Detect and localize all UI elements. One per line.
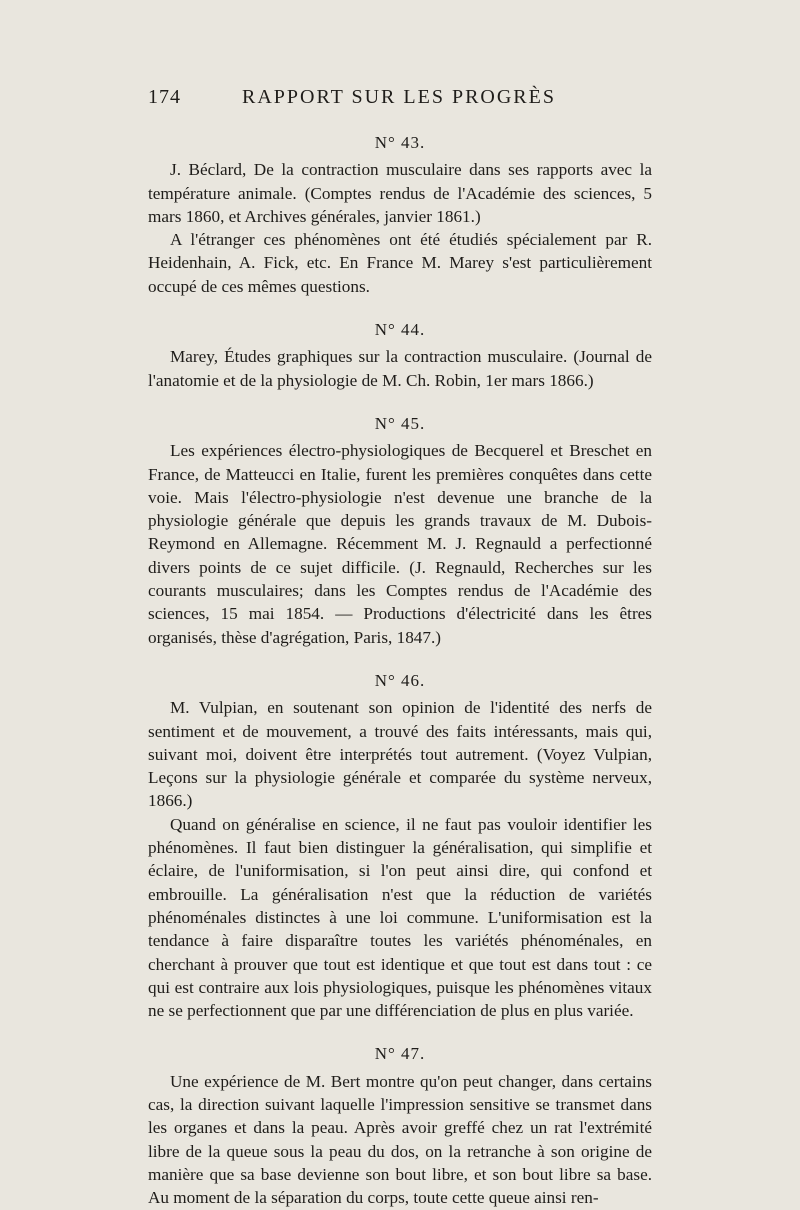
page-header [148, 86, 650, 116]
page-content [148, 125, 652, 1209]
section-number: N° 43. [374, 133, 426, 152]
paragraph: A l'étranger ces phénomènes ont été étudiés spécialement par R. Heidenhain, A. Fick, etc. En France M. Marey s'est particulièrement occupé de ces mêmes questions. [148, 230, 652, 296]
section-number: N° 45. [374, 413, 426, 433]
paragraph: M. Vulpian, en soutenant son opinion de l'identité des nerfs de sentiment et de mouvement, a trouvé des faits intéressants, mais qui, suivant moi, doivent être interprétés tout autrement. (Voyez Vulpian, Leçons sur la physiologie générale et comparée du système nerveux, 1866.) [148, 698, 652, 811]
section-number: N° 44. [374, 320, 426, 340]
paragraph: Une expérience de M. Bert montre qu'on peut changer, dans certains cas, la direction suivant laquelle l'impression sensitive se transmet dans les organes et dans la peau. Après avoir greffé chez un rat l'extrémité libre de la queue sous la peau du dos, on la retranche à son origine de manière que sa base devienne son bout libre, et son bout libre sa base. Au moment de la séparation du corps, toute cette queue ainsi ren- [148, 1071, 652, 1208]
paragraph: J. Béclard, De la contraction musculaire dans ses rapports avec la température animale. (Comptes rendus de l'Académie des sciences, 5 mars 1860, et Archives générales, janvier 1861.) [148, 160, 652, 226]
running-title: RAPPORT SUR LES PROGRÈS [242, 86, 556, 108]
paragraph: Quand on généralise en science, il ne faut pas vouloir identifier les phénomènes. Il faut bien distinguer la généralisation, qui simplifie et éclaire, de l'uniformisation, si l'on peut ainsi dire, qui confond et embrouille. La généralisation n'est que la réduction de variétés phénoménales distinctes à une loi commune. L'uniformisation est la tendance à faire disparaître toutes les variétés phénoménales, en cherchant à prouver que tout est identique et que tout est dans tout : ce qui est contraire aux lois physiologiques, puisque les phénomènes vitaux ne se perfectionnent que par une différenciation de plus en plus variée. [148, 814, 652, 1021]
paragraph: Marey, Études graphiques sur la contraction musculaire. (Journal de l'anatomie et de la physiologie de M. Ch. Robin, 1er mars 1866.) [148, 347, 652, 390]
page-number: 174 [148, 86, 181, 108]
paragraph: Les expériences électro-physiologiques de Becquerel et Breschet en France, de Matteucci en Italie, furent les premières conquêtes dans cette voie. Mais l'électro-physiologie n'est devenue une branche de la physiologie générale que depuis les grands travaux de M. Dubois-Reymond en Allemagne. Récemment M. J. Regnauld a perfectionné divers points de ce sujet difficile. (J. Regnauld, Recherches sur les courants musculaires; dans les Comptes rendus de l'Académie des sciences, 15 mai 1854. — Productions d'électricité dans les êtres organisés, thèse d'agrégation, Paris, 1847.) [148, 441, 652, 647]
section-number: N° 47. [374, 1044, 426, 1064]
section-number: N° 46. [374, 670, 426, 690]
